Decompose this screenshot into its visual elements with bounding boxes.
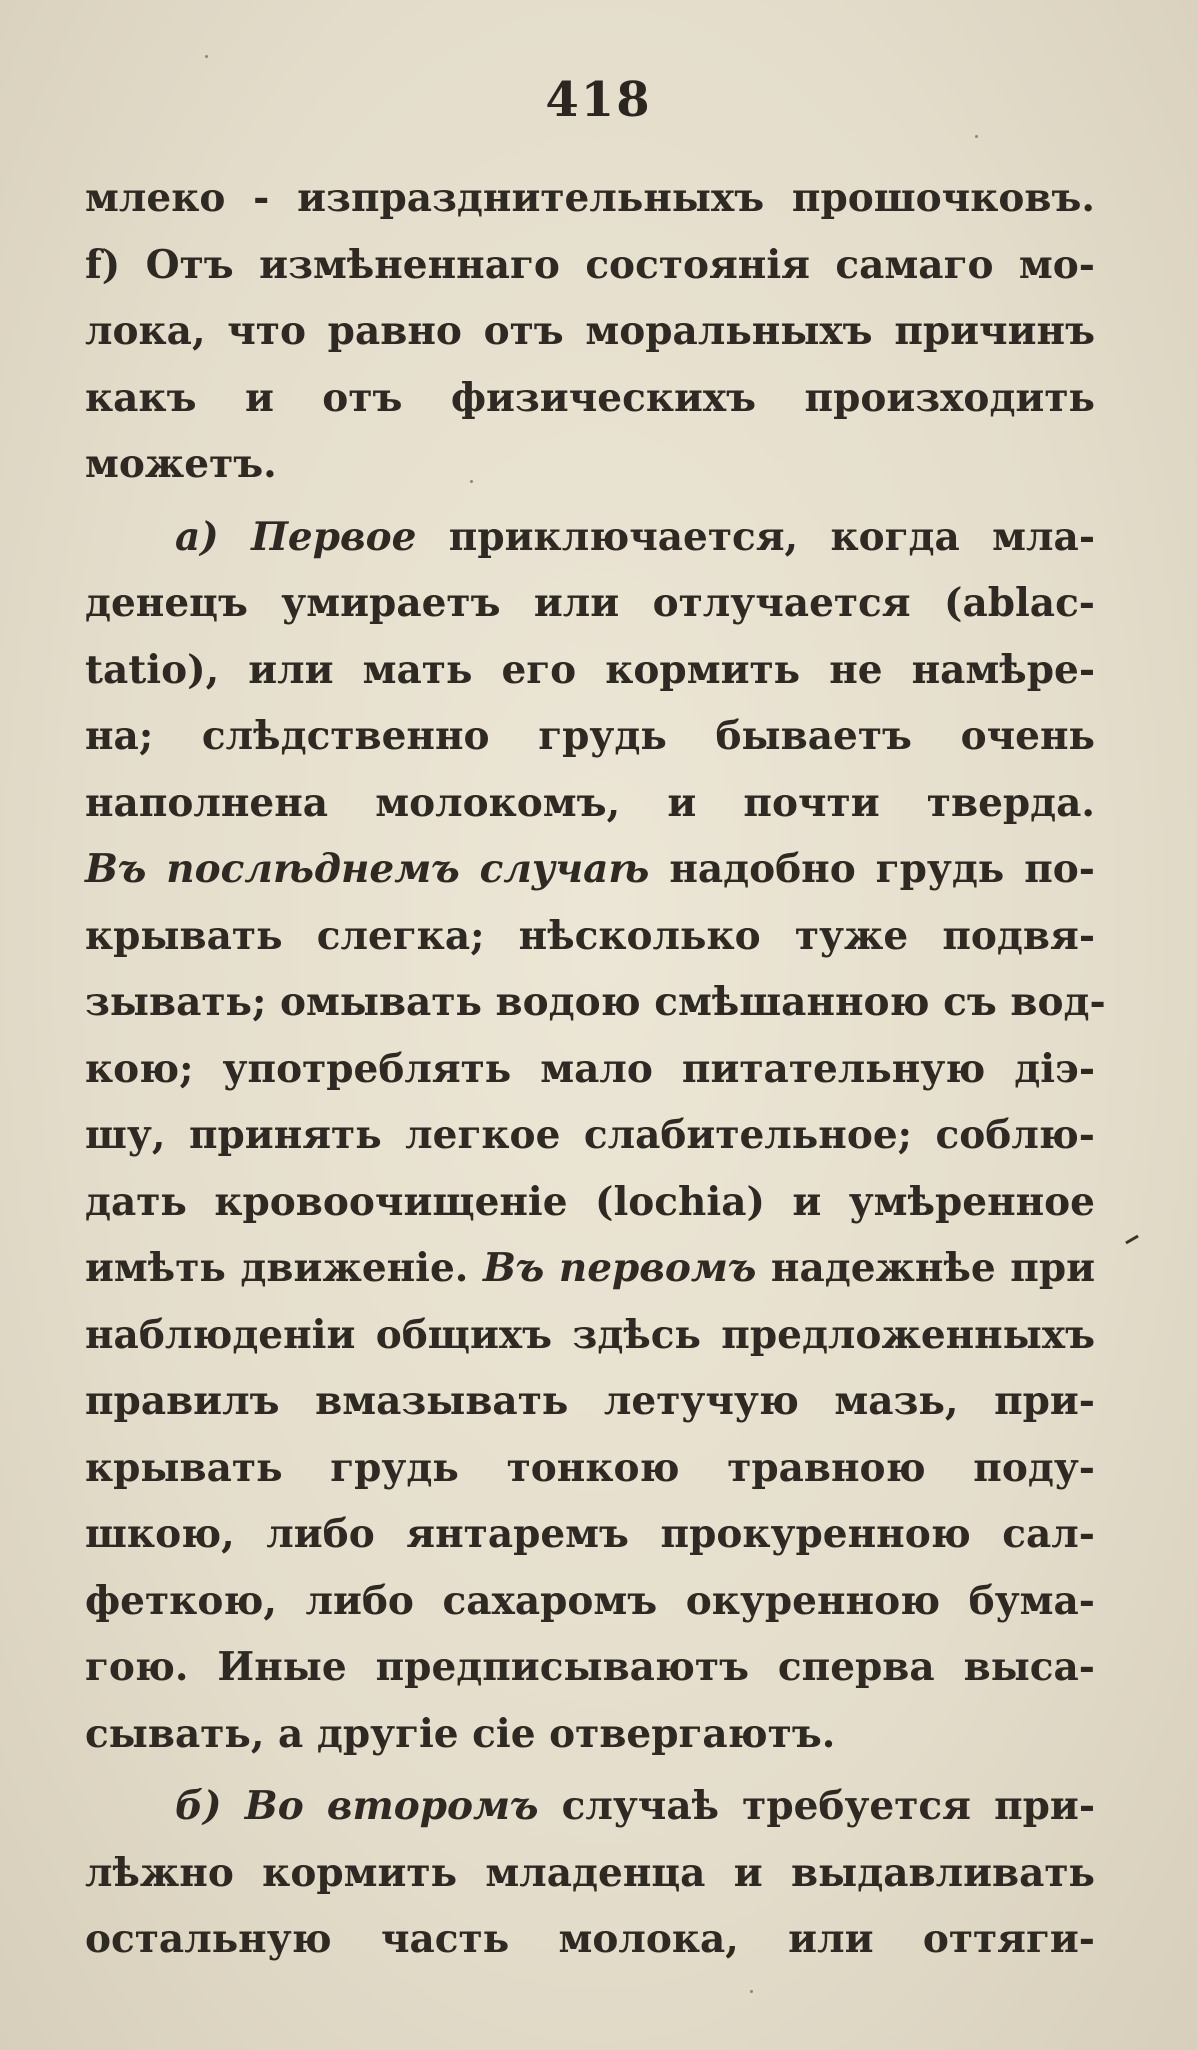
text-line [85, 1840, 1095, 1907]
paper-speck [975, 135, 978, 138]
text-line [85, 365, 1095, 432]
line-text: можетъ. [85, 441, 277, 487]
line-text: надобно грудь по- [649, 846, 1095, 892]
line-text: гою. Иные предписываютъ сперва выса- [85, 1644, 1095, 1690]
page-number: 418 [545, 72, 652, 128]
line-text: млеко - изпразднительныхъ прошочковъ. [85, 175, 1095, 221]
italic-phrase: Въ первомъ [482, 1245, 757, 1291]
text-line [85, 969, 1106, 1036]
margin-mark [1125, 1235, 1139, 1245]
text-line [85, 770, 1095, 837]
text-line [85, 570, 1095, 637]
line-text: шкою, либо янтаремъ прокуренною сал- [85, 1511, 1095, 1557]
paper-speck [470, 480, 473, 483]
text-line [85, 1102, 1095, 1169]
paper-speck [750, 1990, 753, 1993]
italic-heading: б) Во второмъ [175, 1783, 539, 1829]
text-line [85, 1036, 1095, 1103]
text-line [85, 1501, 1095, 1568]
line-text: на; слѣдственно грудь бываетъ очень [85, 713, 1095, 759]
text-line [85, 1634, 1095, 1701]
body-text [85, 165, 1106, 1973]
line-text: денецъ умираетъ или отлучается (ablac- [85, 580, 1095, 626]
line-text: остальную часть молока, или оттяги- [85, 1916, 1095, 1962]
text-line [85, 165, 1095, 232]
text-line [85, 1906, 1095, 1973]
line-text: сывать, а другіе сіе отвергаютъ. [85, 1710, 836, 1757]
line-text: крывать грудь тонкою травною поду- [85, 1444, 1095, 1491]
line-text: надежнѣе при [756, 1245, 1096, 1291]
text-line [85, 703, 1095, 770]
text-line [85, 1235, 1095, 1302]
line-text: крывать слегка; нѣсколько туже подвя- [85, 912, 1095, 959]
line-text: дать кровоочищеніе (lochia) и умѣренное [85, 1178, 1095, 1225]
paper-speck [205, 55, 208, 58]
text-line [85, 298, 1095, 365]
text-line [85, 1701, 1095, 1768]
line-text: приключается, когда мла- [416, 513, 1096, 560]
line-text: наблюденіи общихъ здѣсь предложенныхъ [85, 1311, 1095, 1358]
text-line [85, 1169, 1095, 1236]
line-text: f) Отъ измѣненнаго состоянія самаго мо- [85, 241, 1095, 288]
text-line [85, 1368, 1095, 1435]
line-text: какъ и отъ физическихъ произходить [85, 374, 1095, 421]
line-text: tatio), или мать его кормить не намѣре- [85, 646, 1095, 693]
line-text: случаѣ требуется при- [538, 1783, 1095, 1829]
line-text: наполнена молокомъ, и почти тверда. [85, 779, 1095, 826]
line-text: кою; употреблять мало питательную діэ- [85, 1045, 1095, 1092]
text-line [85, 903, 1095, 970]
text-line [85, 1568, 1095, 1635]
line-text: зывать; омывать водою смѣшанною съ вод- [85, 979, 1106, 1025]
text-line [85, 1435, 1095, 1502]
line-text: имѣть движеніе. [85, 1245, 483, 1291]
text-line [85, 836, 1095, 903]
paragraph-start-line [85, 1773, 1095, 1840]
text-line [85, 431, 1095, 498]
italic-phrase: Въ послѣднемъ случаѣ [85, 846, 650, 892]
text-line [85, 232, 1095, 299]
text-line [85, 1302, 1095, 1369]
line-text: шу, принять легкое слабительное; соблю- [85, 1112, 1095, 1158]
italic-heading: а) Первое [175, 513, 417, 560]
line-text: феткою, либо сахаромъ окуренною бума- [85, 1577, 1095, 1624]
line-text: лѣжно кормить младенца и выдавливать [85, 1849, 1095, 1896]
line-text: лока, что равно отъ моральныхъ причинъ [85, 308, 1095, 354]
line-text: правилъ вмазывать летучую мазь, при- [85, 1378, 1095, 1424]
paragraph-start-line [85, 504, 1095, 571]
text-line [85, 637, 1095, 704]
